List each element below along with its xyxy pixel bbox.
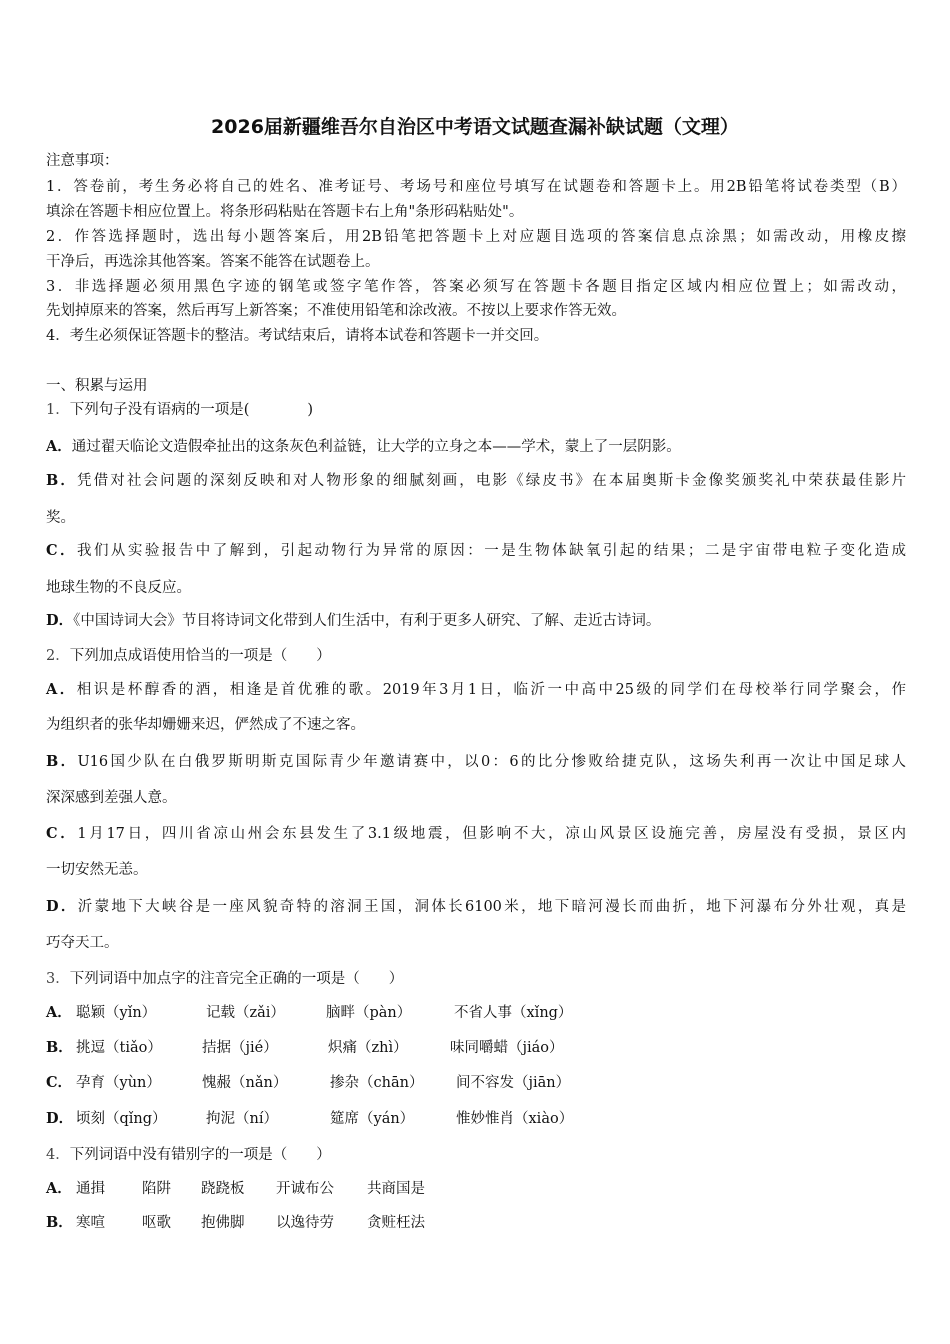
- q3-option-d-word-4: 惟妙惟肖（xiào）: [456, 1111, 574, 1127]
- q1-option-a-label: A．: [46, 438, 72, 455]
- q3-option-a-word-1: 聪颖（yǐn）: [76, 1005, 157, 1021]
- notice-line-6: 先划掉原来的答案，然后再写上新答案；不准使用铅笔和涂改液。不按以上要求作答无效。: [46, 303, 626, 319]
- q2-option-a-text-2: 为组织者的张华却姗姗来迟，俨然成了不速之客。: [46, 717, 365, 733]
- q4-option-b-word-2: 呕歌: [142, 1215, 171, 1231]
- question-3-stem: [46, 969, 906, 989]
- q3-option-c-word-2: 愧赧（nǎn）: [202, 1075, 288, 1091]
- q1-option-d: [46, 611, 906, 631]
- q1-option-a-text: 通过翟天临论文造假牵扯出的这条灰色利益链，让大学的立身之本——学术，蒙上了一层阴影。: [71, 439, 681, 455]
- q1-option-b: [46, 471, 906, 491]
- q4-option-b-word-1: 寒喧: [76, 1215, 105, 1231]
- q1-option-c: [46, 541, 906, 561]
- q3-option-c-word-3: 掺杂（chān）: [330, 1075, 424, 1091]
- q2-option-d: [46, 897, 906, 917]
- question-1-stem: [46, 400, 906, 420]
- q2-option-b-text-1: U16国少队在白俄罗斯明斯克国际青少年邀请赛中，以0：6的比分惨败给捷克队，这场失利再一次让中国足球人: [77, 754, 906, 770]
- q4-option-b-word-5: 贪赃枉法: [367, 1215, 425, 1231]
- q3-option-a-word-2: 记载（zǎi）: [206, 1005, 285, 1021]
- page-title: 2026届新疆维吾尔自治区中考语文试题查漏补缺试题（文理）: [211, 116, 739, 138]
- notice-heading: 注意事项：: [46, 153, 119, 169]
- notice-line-1: 1．答卷前，考生务必将自己的姓名、准考证号、考场号和座位号填写在试题卷和答题卡上。用2B铅笔将试卷类型（B）: [46, 179, 906, 195]
- q2-option-c-label: C．: [46, 825, 78, 842]
- question-4-number: 4．: [46, 1147, 70, 1163]
- q2-option-a-text-1: 相识是杯醇香的酒，相逢是首优雅的歌。2019年3月1日，临沂一中高中25级的同学们在母校举行同学聚会，作: [76, 682, 906, 698]
- section-heading: 一、积累与运用: [46, 378, 148, 394]
- q1-option-c-label: C．: [46, 542, 77, 559]
- q4-option-b-label: B．: [46, 1214, 73, 1231]
- q1-option-b-text-1: 凭借对社会问题的深刻反映和对人物形象的细腻刻画，电影《绿皮书》在本届奥斯卡金像奖颁奖礼中荣获最佳影片: [77, 473, 906, 489]
- q3-option-c-word-4: 间不容发（jiān）: [456, 1075, 571, 1091]
- q3-option-a-word-3: 脑畔（pàn）: [326, 1005, 412, 1021]
- question-1-number: 1．: [46, 402, 70, 418]
- q2-option-d-text-2: 巧夺天工。: [46, 935, 119, 951]
- q3-option-d-word-2: 拘泥（ní）: [206, 1111, 278, 1127]
- question-2-text: 下列加点成语使用恰当的一项是（ ）: [69, 648, 331, 664]
- q1-option-d-text: 《中国诗词大会》节目将诗词文化带到人们生活中，有利于更多人研究、了解、走近古诗词。: [73, 613, 661, 629]
- q2-option-b-text-2: 深深感到差强人意。: [46, 790, 177, 806]
- q3-option-a-label: A．: [46, 1004, 72, 1021]
- question-3-number: 3．: [46, 971, 70, 987]
- q3-option-b-word-4: 味同嚼蜡（jiáo）: [450, 1040, 564, 1056]
- q3-option-d-label: D．: [46, 1110, 74, 1127]
- question-3-text: 下列词语中加点字的注音完全正确的一项是（ ）: [69, 971, 404, 987]
- q2-option-b-label: B．: [46, 753, 78, 770]
- q2-option-d-label: D．: [46, 898, 78, 915]
- q3-option-b-label: B．: [46, 1039, 73, 1056]
- q1-option-b-text-2: 奖。: [46, 510, 75, 526]
- q2-option-c-text-2: 一切安然无恙。: [46, 862, 148, 878]
- q4-option-a-word-4: 开诚布公: [276, 1181, 334, 1197]
- q1-option-a: [46, 437, 906, 457]
- q1-option-d-label: D．: [46, 612, 74, 629]
- q3-option-b-word-3: 炽痛（zhì）: [328, 1040, 408, 1056]
- q2-option-a-label: A．: [46, 681, 77, 698]
- q4-option-a-word-1: 通揖: [76, 1181, 105, 1197]
- q4-option-b-word-4: 以逸待劳: [276, 1215, 334, 1231]
- q4-option-a-word-3: 跷跷板: [201, 1181, 245, 1197]
- q4-option-b-word-3: 抱佛脚: [201, 1215, 245, 1231]
- question-2-number: 2．: [46, 648, 70, 664]
- notice-line-7: 4．考生必须保证答题卡的整洁。考试结束后，请将本试卷和答题卡一并交回。: [46, 328, 549, 344]
- q4-option-a-word-5: 共商国是: [367, 1181, 425, 1197]
- q2-option-a: [46, 680, 906, 700]
- q3-option-c-word-1: 孕育（yùn）: [76, 1075, 161, 1091]
- question-2-stem: [46, 646, 906, 666]
- q3-option-d-word-1: 顷刻（qǐng）: [76, 1111, 167, 1127]
- q3-option-a-word-4: 不省人事（xǐng）: [454, 1005, 573, 1021]
- q3-option-c-label: C．: [46, 1074, 73, 1091]
- q2-option-c: [46, 824, 906, 844]
- q1-option-b-label: B．: [46, 472, 77, 489]
- q2-option-d-text-1: 沂蒙地下大峡谷是一座风貌奇特的溶洞王国，洞体长6100米，地下暗河漫长而曲折，地下河瀑布分外壮观，真是: [77, 899, 906, 915]
- q3-option-b-word-1: 挑逗（tiǎo）: [76, 1040, 162, 1056]
- q2-option-c-text-1: 1月17日，四川省凉山州会东县发生了3.1级地震，但影响不大，凉山风景区设施完善，房屋没有受损，景区内: [77, 826, 907, 842]
- notice-line-4: 干净后，再选涂其他答案。答案不能答在试题卷上。: [46, 254, 380, 270]
- q1-option-c-text-1: 我们从实验报告中了解到，引起动物行为异常的原因：一是生物体缺氧引起的结果；二是宇宙带电粒子变化造成: [76, 543, 906, 559]
- q4-option-a-label: A．: [46, 1180, 72, 1197]
- q3-option-b-word-2: 拮据（jié）: [202, 1040, 278, 1056]
- q4-option-a-word-2: 陷阱: [142, 1181, 171, 1197]
- question-1-text: 下列句子没有语病的一项是( ): [69, 402, 314, 418]
- notice-line-5: 3．非选择题必须用黑色字迹的钢笔或签字笔作答，答案必须写在答题卡各题目指定区域内相应位置上；如需改动，: [46, 279, 906, 295]
- notice-line-3: 2．作答选择题时，选出每小题答案后，用2B铅笔把答题卡上对应题目选项的答案信息点涂黑；如需改动，用橡皮擦: [46, 229, 906, 245]
- q3-option-d-word-3: 筵席（yán）: [330, 1111, 415, 1127]
- notice-line-2: 填涂在答题卡相应位置上。将条形码粘贴在答题卡右上角"条形码粘贴处"。: [46, 204, 524, 220]
- question-4-text: 下列词语中没有错别字的一项是（ ）: [69, 1147, 331, 1163]
- q2-option-b: [46, 752, 906, 772]
- q1-option-c-text-2: 地球生物的不良反应。: [46, 580, 191, 596]
- question-4-stem: [46, 1145, 906, 1165]
